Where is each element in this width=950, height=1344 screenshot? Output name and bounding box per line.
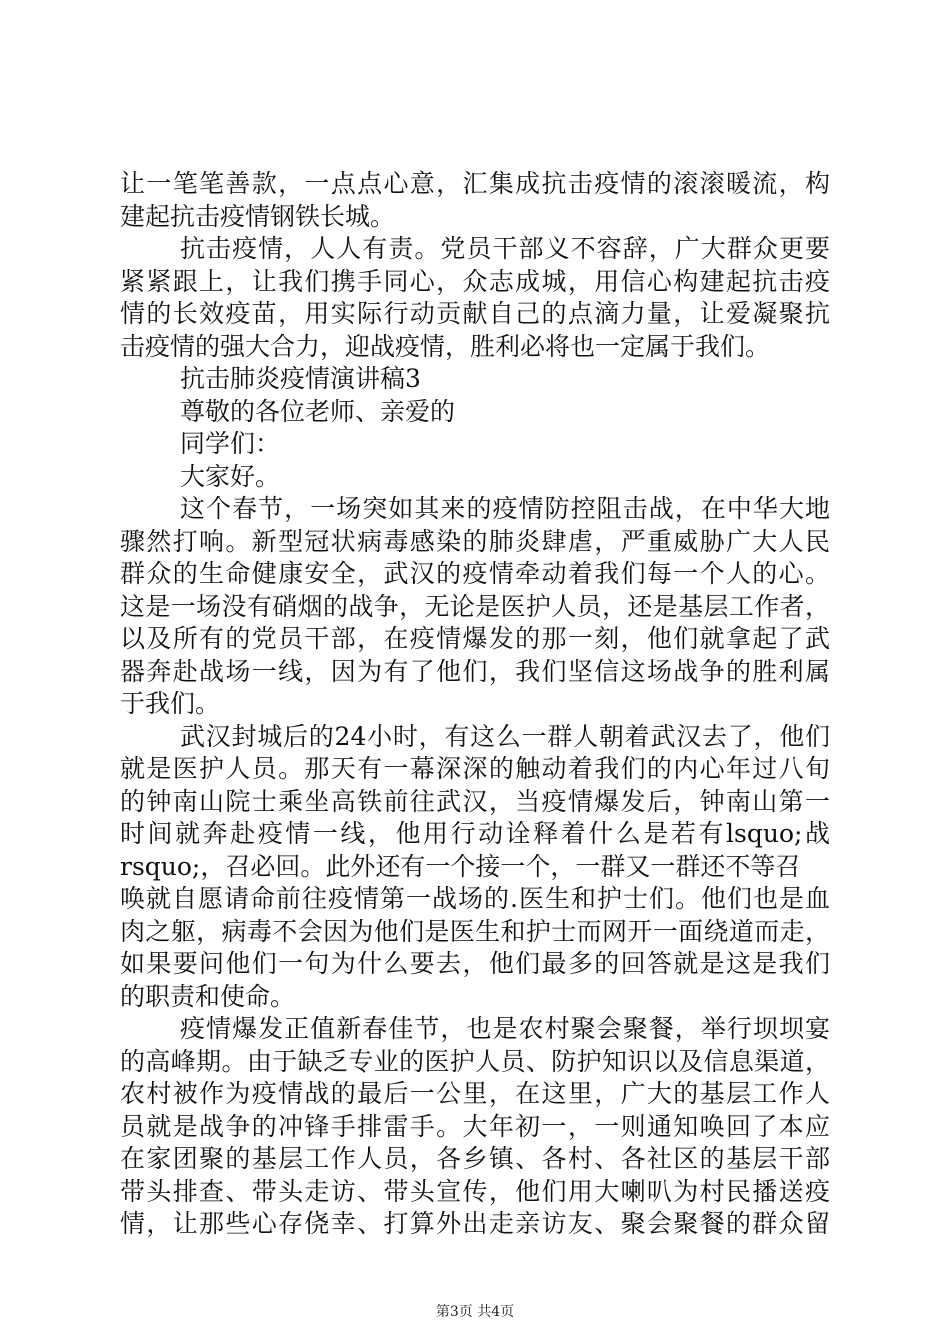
text-line: 的高峰期。由于缺乏专业的医护人员、防护知识以及信息渠道， <box>120 1046 830 1076</box>
text-line: 击疫情的强大合力，迎战疫情，胜利必将也一定属于我们。 <box>120 331 771 361</box>
document-body <box>120 168 830 1241</box>
text-line: 器奔赴战场一线，因为有了他们，我们坚信这场战争的胜利属 <box>120 656 830 686</box>
text-line: 唤就自愿请命前往疫情第一战场的.医生和护士们。他们也是血 <box>120 884 830 913</box>
section-title: 抗击肺炎疫情演讲稿3 <box>180 364 421 393</box>
text-line: 如果要问他们一句为什么要去，他们最多的回答就是这是我们 <box>120 949 830 978</box>
text-line: 肉之躯，病毒不会因为他们是医生和护士而网开一面绕道而走， <box>120 916 830 946</box>
text-line: 员就是战争的冲锋手排雷手。大年初一，一则通知唤回了本应 <box>120 1111 830 1141</box>
text-line: 建起抗击疫情钢铁长城。 <box>120 201 396 231</box>
text-line: 群众的生命健康安全，武汉的疫情牵动着我们每一个人的心。 <box>120 559 830 588</box>
salutation-line: 同学们： <box>180 429 281 458</box>
text-line: 时间就奔赴疫情一线，他用行动诠释着什么是若有lsquo;战 <box>120 819 830 848</box>
paragraph-start-line: 这个春节，一场突如其来的疫情防控阻击战，在中华大地 <box>180 494 830 523</box>
text-line: 就是医护人员。那天有一幕深深的触动着我们的内心年过八旬 <box>120 754 830 783</box>
paragraph-start-line: 疫情爆发正值新春佳节，也是农村聚会聚餐，举行坝坝宴 <box>180 1014 830 1043</box>
text-line: 以及所有的党员干部，在疫情爆发的那一刻，他们就拿起了武 <box>120 624 830 653</box>
text-line: 在家团聚的基层工作人员，各乡镇、各村、各社区的基层干部 <box>120 1144 830 1173</box>
greeting-line: 大家好。 <box>180 461 281 491</box>
text-line: 的钟南山院士乘坐高铁前往武汉，当疫情爆发后，钟南山第一 <box>120 786 830 816</box>
text-line: 于我们。 <box>120 689 221 718</box>
text-line: 让一笔笔善款，一点点心意，汇集成抗击疫情的滚滚暖流，构 <box>120 169 830 198</box>
text-line: 的职责和使命。 <box>120 981 296 1011</box>
text-line: 情的长效疫苗，用实际行动贡献自己的点滴力量，让爱凝聚抗 <box>120 299 830 328</box>
paragraph-start-line: 抗击疫情，人人有责。党员干部义不容辞，广大群众更要 <box>180 234 830 263</box>
text-line: 带头排查、带头走访、带头宣传，他们用大喇叭为村民播送疫 <box>120 1176 830 1206</box>
text-line: 农村被作为疫情战的最后一公里，在这里，广大的基层工作人 <box>120 1079 830 1108</box>
text-line: 这是一场没有硝烟的战争，无论是医护人员，还是基层工作者， <box>120 591 830 621</box>
text-line: 情，让那些心存侥幸、打算外出走亲访友、聚会聚餐的群众留 <box>120 1209 830 1238</box>
text-line: 骤然打响。新型冠状病毒感染的肺炎肆虐，严重威胁广大人民 <box>120 526 830 556</box>
text-line: rsquo;，召必回。此外还有一个接一个，一群又一群还不等召 <box>120 851 801 881</box>
text-line: 紧紧跟上，让我们携手同心，众志成城，用信心构建起抗击疫 <box>120 266 830 296</box>
page-number: 第3页 共4页 <box>435 1304 515 1320</box>
paragraph-start-line: 武汉封城后的24小时，有这么一群人朝着武汉去了，他们 <box>180 721 830 751</box>
salutation-line: 尊敬的各位老师、亲爱的 <box>180 396 456 426</box>
